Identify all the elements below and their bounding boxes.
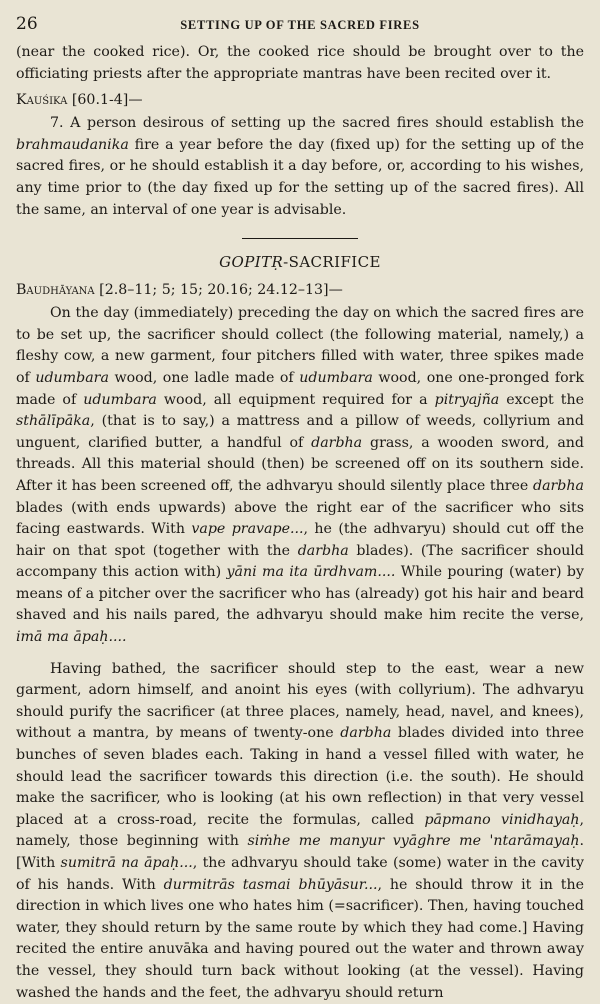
text-run: , he should throw it in the direction in which lives one who hates him (=sacrificer). Then, having touched water, they should return by the same route by which they had come.] Having recited the entire anuvāka and having poured out the water and thrown away the vessel, they should turn back without looking (at the vessel). Having washed the hands and the feet, the adhvaryu should return bbox=[16, 876, 584, 1001]
italic-term: darbha bbox=[297, 542, 349, 559]
paragraph bbox=[16, 42, 584, 85]
paragraph bbox=[16, 659, 584, 1004]
italic-term: sthālīpāka bbox=[16, 413, 91, 430]
italic-term: siṁhe me manyur vyāghre me 'ntarāmayaḥ bbox=[247, 833, 580, 850]
source-name: Kauśika bbox=[16, 92, 68, 109]
italic-term: pāpmano vinidhayaḥ bbox=[424, 811, 580, 828]
section-title bbox=[16, 253, 584, 271]
text-run: fire a year before the day (fixed up) for the setting up of the sacred fires, or he should establish it a day before, or, according to his wishes, any time prior to (the day fixed up for the setting up of the sacred fires). All the same, an interval of one year is advisable. bbox=[16, 136, 584, 218]
italic-term: brahmaudanika bbox=[16, 136, 129, 153]
text-run: [60.1-4]— bbox=[67, 92, 143, 109]
paragraph-gap bbox=[16, 649, 584, 659]
source-name: Baudhāyana bbox=[16, 282, 95, 299]
italic-term: udumbara bbox=[83, 391, 157, 408]
source-citation bbox=[16, 89, 584, 111]
text-run: On the day (immediately) preceding the day on which the sacred fires are to be set up, the sacrificer should collect (the following material, namely,) a fleshy cow, a new garment, four pitchers filled with water, three spikes made of bbox=[16, 305, 584, 386]
text-run: Having bathed, the sacrificer should step to the east, wear a new garment, adorn himself, and anoint his eyes (with collyrium). The adhvaryu should purify the sacrificer (at three places, namely, head, navel, and knees), without a mantra, by means of twenty-one bbox=[16, 660, 584, 742]
page-number: 26 bbox=[16, 14, 38, 34]
text-run: blades). (The sacrificer should accompany this action with) bbox=[16, 542, 584, 581]
text-run: 7. A person desirous of setting up the sacred fires should establish the bbox=[50, 115, 584, 132]
text-run: blades (with ends upwards) above the right ear of the sacrificer who sits facing eastwards. With bbox=[16, 499, 584, 538]
italic-term: GOPITṚ bbox=[219, 253, 284, 272]
italic-term: darbha bbox=[340, 725, 392, 742]
text-run: blades divided into three bunches of seven blades each. Taking in hand a vessel filled with water, he should lead the sacrificer towards this direction (i.e. the south). He should make the sacrificer, who is looking (at his own reflection) in that very vessel placed at a cross-road, recite the formulas, called bbox=[16, 725, 584, 828]
text-run: except the bbox=[499, 391, 585, 408]
page-header bbox=[16, 14, 584, 34]
italic-term: durmitrās tasmai bhūyāsur... bbox=[163, 876, 378, 893]
italic-term: sumitrā na āpaḥ... bbox=[60, 855, 193, 871]
source-citation bbox=[16, 279, 584, 301]
text-run: wood, all equipment required for a bbox=[156, 391, 435, 408]
text-run: wood, one ladle made of bbox=[108, 369, 300, 386]
text-run: -SACRIFICE bbox=[283, 253, 381, 272]
section-divider bbox=[242, 238, 358, 239]
paragraph bbox=[16, 303, 584, 649]
italic-term: pitryajña bbox=[434, 391, 500, 408]
text-run: , he (the adhvaryu) should cut off the hair on that spot (together with the bbox=[16, 521, 584, 559]
text-run: , the adhvaryu should take (some) water in the cavity of his hands. With bbox=[16, 855, 584, 893]
text-run: While pouring (water) by means of a pitcher over the sacrificer who has (already) got his hair and beard shaved and his nails pared, the adhvaryu should make him recite the verse, bbox=[16, 564, 584, 624]
text-run: (near the cooked rice). Or, the cooked rice should be brought over to the officiating priests after the appropriate mantras have been recited over it. bbox=[16, 44, 584, 82]
body-text bbox=[16, 42, 584, 1004]
running-head: SETTING UP OF THE SACRED FIRES bbox=[180, 18, 420, 32]
italic-term: darbha bbox=[311, 434, 363, 451]
text-run: [2.8–11; 5; 15; 20.16; 24.12–13]— bbox=[94, 282, 343, 299]
paragraph bbox=[16, 113, 584, 221]
text-run: wood, one one-pronged fork made of bbox=[16, 369, 584, 408]
text-run: , (that is to say,) a mattress and a pillow of weeds, collyrium and unguent, clarified butter, a handful of bbox=[16, 413, 584, 451]
text-run: . [With bbox=[16, 833, 584, 871]
italic-term: imā ma āpaḥ.... bbox=[16, 629, 127, 646]
italic-term: udumbara bbox=[35, 369, 109, 386]
text-run: grass, a wooden sword, and threads. All this material should (then) be screened off on its southern side. After it has been screened off, the adhvaryu should silently place three bbox=[16, 434, 584, 494]
italic-term: yāni ma ita ūrdhvam.... bbox=[226, 564, 396, 581]
italic-term: vape pravape... bbox=[191, 521, 304, 538]
text-run: , namely, those beginning with bbox=[16, 811, 584, 850]
italic-term: udumbara bbox=[299, 369, 373, 386]
italic-term: darbha bbox=[532, 477, 584, 494]
